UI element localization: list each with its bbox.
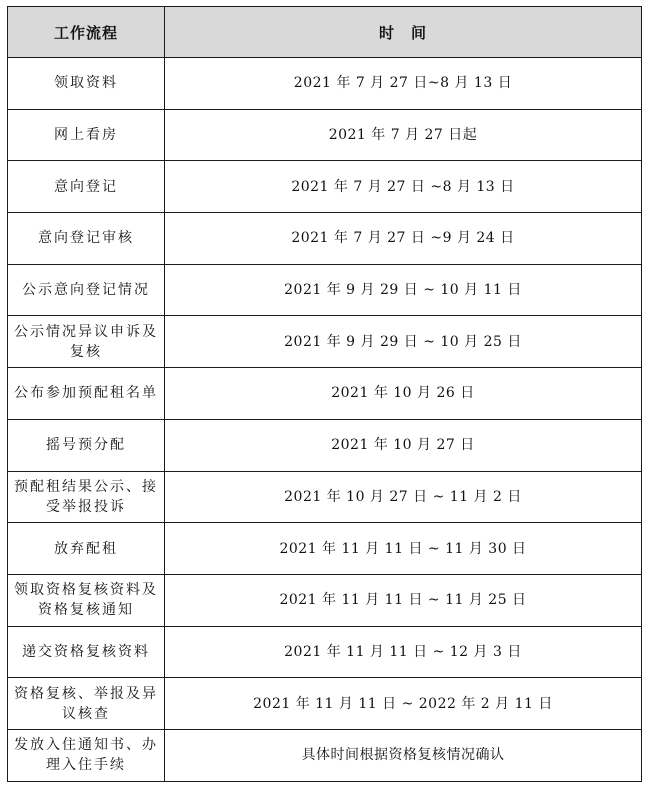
table-row [8, 419, 642, 471]
step-cell: 网上看房 [8, 109, 165, 161]
step-cell: 预配租结果公示、接受举报投诉 [8, 471, 165, 523]
time-cell: 2021 年 7 月 27 日起 [165, 109, 642, 161]
table-row [8, 729, 642, 781]
step-cell: 摇号预分配 [8, 419, 165, 471]
table-row [8, 368, 642, 420]
time-cell: 2021 年 11 月 11 日 ~ 12 月 3 日 [165, 626, 642, 678]
step-cell: 领取资料 [8, 58, 165, 110]
time-cell: 2021 年 9 月 29 日 ~ 10 月 11 日 [165, 264, 642, 316]
table-row [8, 58, 642, 110]
step-cell: 发放入住通知书、办理入住手续 [8, 729, 165, 781]
schedule-table [7, 6, 642, 782]
header-time: 时 间 [165, 7, 642, 58]
table-row [8, 574, 642, 626]
time-cell: 2021 年 7 月 27 日 ~9 月 24 日 [165, 213, 642, 265]
time-cell: 2021 年 10 月 27 日 ~ 11 月 2 日 [165, 471, 642, 523]
time-cell: 2021 年 9 月 29 日 ~ 10 月 25 日 [165, 316, 642, 368]
step-cell: 放弃配租 [8, 523, 165, 575]
step-cell: 递交资格复核资料 [8, 626, 165, 678]
time-cell: 2021 年 7 月 27 日 ~8 月 13 日 [165, 161, 642, 213]
time-cell: 2021 年 11 月 11 日 ~ 2022 年 2 月 11 日 [165, 678, 642, 730]
step-cell: 领取资格复核资料及资格复核通知 [8, 574, 165, 626]
time-cell: 2021 年 10 月 27 日 [165, 419, 642, 471]
table-row [8, 316, 642, 368]
step-cell: 公示意向登记情况 [8, 264, 165, 316]
time-cell: 2021 年 10 月 26 日 [165, 368, 642, 420]
step-cell: 公示情况异议申诉及复核 [8, 316, 165, 368]
step-cell: 资格复核、举报及异议核查 [8, 678, 165, 730]
time-cell: 2021 年 7 月 27 日~8 月 13 日 [165, 58, 642, 110]
table-row [8, 264, 642, 316]
table-row [8, 213, 642, 265]
step-cell: 公布参加预配租名单 [8, 368, 165, 420]
table-row [8, 109, 642, 161]
step-cell: 意向登记 [8, 161, 165, 213]
time-cell: 2021 年 11 月 11 日 ~ 11 月 30 日 [165, 523, 642, 575]
table-row [8, 678, 642, 730]
step-cell: 意向登记审核 [8, 213, 165, 265]
table-row [8, 161, 642, 213]
table-row [8, 523, 642, 575]
time-cell: 具体时间根据资格复核情况确认 [165, 729, 642, 781]
time-cell: 2021 年 11 月 11 日 ~ 11 月 25 日 [165, 574, 642, 626]
table-row [8, 471, 642, 523]
table-body [8, 58, 642, 782]
table-row [8, 626, 642, 678]
header-step: 工作流程 [8, 7, 165, 58]
table-header-row [8, 7, 642, 58]
